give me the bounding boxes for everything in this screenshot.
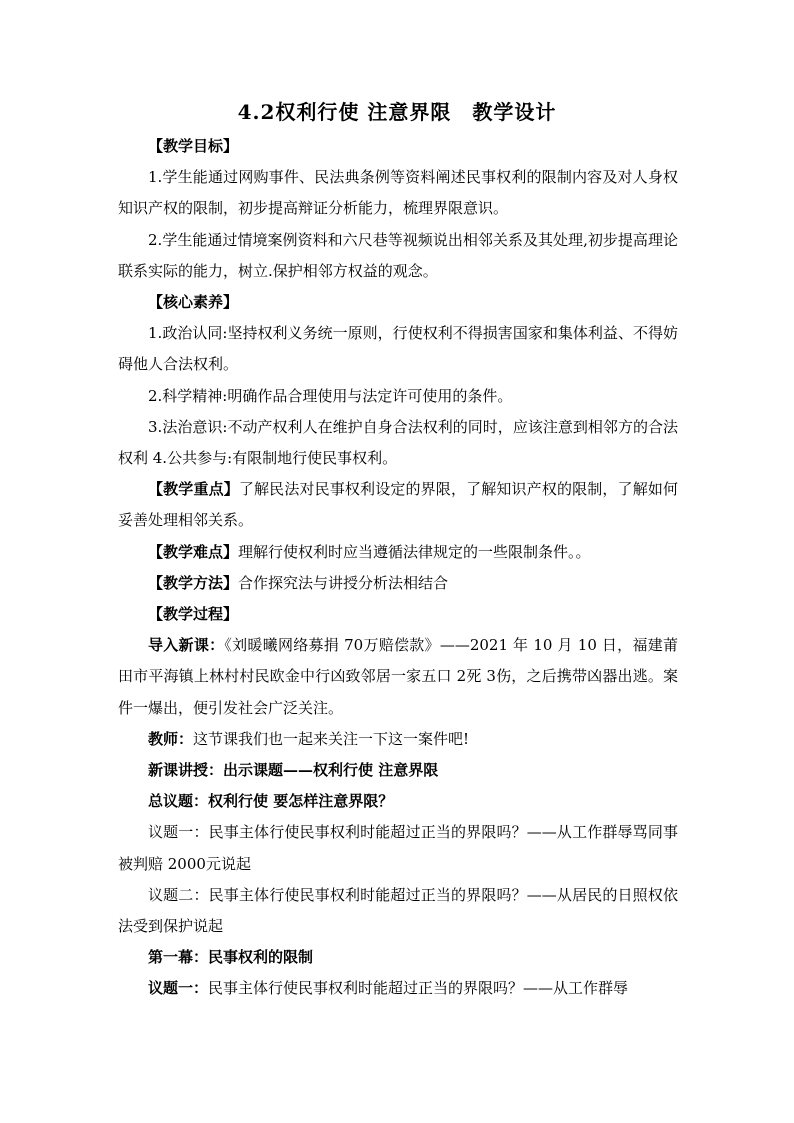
topic-1-label: 议题一： <box>148 823 209 842</box>
method-text: 合作探究法与讲授分析法相结合 <box>238 573 449 592</box>
key-points <box>118 474 678 536</box>
topic-1b <box>118 973 678 1004</box>
topic-1-text: 民事主体行使民事权利时能超过正当的界限吗？——从工作群辱骂同事被判赔 2000元说起 <box>118 823 678 873</box>
topic-2 <box>118 880 678 942</box>
topic-1 <box>118 817 678 879</box>
intro-text: 《刘暖曦网络募捐 70万赔偿款》——2021 年 10 月 10 日，福建莆田市平海镇上林村村民欧金中行凶致邻居一家五口 2死 3伤，之后携带凶器出逃。案件一爆出，便引发社会广泛关注。 <box>118 636 678 717</box>
core-2: 2.科学精神:明确作品合理使用与法定许可使用的条件。 <box>148 386 513 405</box>
key-text: 了解民法对民事权利设定的界限，了解知识产权的限制，了解如何妥善处理相邻关系。 <box>118 480 678 530</box>
difficulty-label: 【教学难点】 <box>148 542 239 561</box>
topic-1b-text: 民事主体行使民事权利时能超过正当的界限吗？——从工作群辱 <box>208 979 629 998</box>
goals-heading: 【教学目标】 <box>148 137 239 155</box>
document-title: 4.2权利行使 注意界限 教学设计 <box>237 100 557 124</box>
core-heading: 【核心素养】 <box>148 293 239 312</box>
method-label: 【教学方法】 <box>148 573 239 592</box>
goal-2: 2.学生能通过情境案例资料和六尺巷等视频说出相邻关系及其处理,初步提高理论联系实际的能力，树立.保护相邻方权益的观念。 <box>118 230 678 280</box>
teacher-line <box>118 724 678 755</box>
core-1: 1.政治认同:坚持权利义务统一原则，行使权利不得损害国家和集体利益、不得妨碍他人合法权利。 <box>118 324 678 374</box>
document-body <box>118 131 678 1005</box>
method <box>118 568 678 599</box>
key-label: 【教学重点】 <box>148 480 239 499</box>
core-3: 3.法治意识:不动产权利人在维护自身合法权利的同时，应该注意到相邻方的合法权利 4.公共参与:有限制地行使民事权利。 <box>118 417 678 468</box>
topic-2-label: 议题二： <box>148 885 209 904</box>
difficulty <box>118 537 678 568</box>
intro-label: 导入新课： <box>148 636 225 655</box>
topic-1b-label: 议题一： <box>148 979 209 998</box>
topic-2-text: 民事主体行使民事权利时能超过正当的界限吗？——从居民的日照权依法受到保护说起 <box>118 885 678 936</box>
intro <box>118 630 678 724</box>
teacher-text: 这节课我们也一起来关注一下这一案件吧! <box>193 729 470 748</box>
difficulty-text: 理解行使权利时应当遵循法律规定的一些限制条件。。 <box>238 542 591 561</box>
total-topic: 总议题：权利行使 要怎样注意界限？ <box>148 792 394 811</box>
teacher-label: 教师： <box>148 729 194 748</box>
process-heading: 【教学过程】 <box>148 605 239 624</box>
chapter-1: 第一幕：民事权利的限制 <box>148 948 314 967</box>
goal-1: 1.学生能通过网购事件、民法典条例等资料阐述民事权利的限制内容及对人身权知识产权的限制，初步提高辩证分析能力，梳理界限意识。 <box>118 168 678 218</box>
new-lesson: 新课讲授：出示课题——权利行使 注意界限 <box>148 761 439 780</box>
